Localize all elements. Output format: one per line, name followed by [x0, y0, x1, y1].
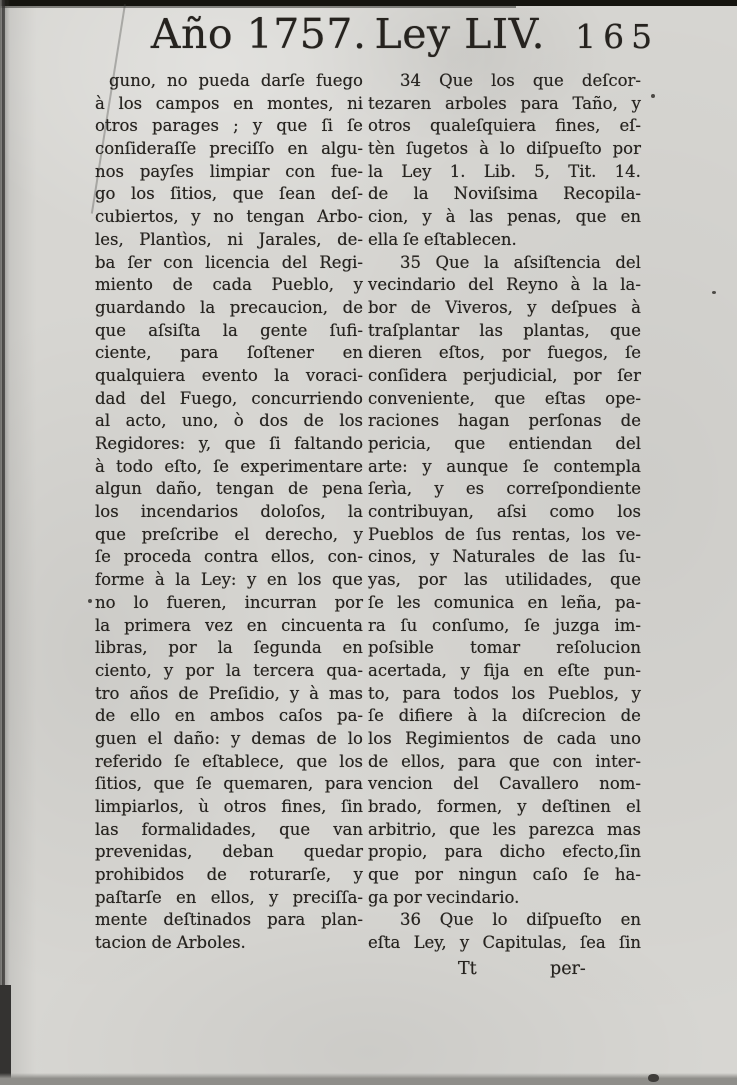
text-line: de la Noviſsima Recopila-: [368, 184, 641, 204]
text-line: ſe les comunica en leña, pa-: [368, 592, 641, 612]
text-line: to, para todos los Pueblos, y: [368, 683, 641, 703]
text-line: acertada, y fija en eſte pun-: [368, 660, 641, 680]
text-line: poſsible tomar reſolucion: [368, 638, 641, 658]
text-line: cubiertos, y no tengan Arbo-: [95, 207, 363, 227]
text-line: ſitios, que ſe quemaren, para: [95, 774, 363, 794]
text-line: 35 Que la aſsiſtencia del: [400, 252, 641, 272]
text-column-left: [95, 71, 363, 956]
text-line: conſidera perjudicial, por ſer: [368, 365, 641, 385]
text-line: algun daño, tengan de pena: [95, 479, 363, 499]
text-line: qualquiera evento la voraci-: [95, 365, 363, 385]
text-line: à los campos en montes, ni: [95, 93, 363, 113]
text-line: guen el daño: y demas de lo: [95, 728, 363, 748]
text-line: limpiarlos, ù otros fines, ſin: [95, 797, 363, 816]
scan-left-edge-line: [2, 0, 5, 1085]
text-line: à todo eſto, ſe experimentare: [95, 456, 363, 476]
text-line: ga por vecindario.: [368, 887, 520, 907]
text-line: guardando la precaucion, de: [95, 297, 363, 317]
text-line: brado, formen, y deſtinen el: [368, 797, 641, 816]
text-line: ciento, y por la tercera qua-: [95, 660, 363, 680]
text-line: pericia, que entiendan del: [368, 434, 641, 453]
text-line: de ello en ambos caſos pa-: [95, 706, 363, 726]
text-line: bor de Viveros, y deſpues à: [368, 297, 641, 317]
page-number: 165: [575, 17, 660, 56]
text-line: las formalidades, que van: [95, 819, 363, 839]
scan-bottom-edge: [0, 1073, 737, 1085]
ink-speck: [88, 599, 92, 603]
text-line: arbitrio, que les parezca mas: [368, 819, 641, 839]
text-line: al acto, uno, ò dos de los: [95, 411, 363, 431]
text-line: tèn ſugetos à lo diſpueſto por: [368, 139, 641, 159]
text-line: 34 Que los que deſcor-: [400, 71, 641, 90]
header-law-title: Ley LIV.: [374, 10, 546, 58]
text-line: los incendarios doloſos, la: [95, 502, 363, 522]
text-line: que preſcribe el derecho, y: [95, 524, 363, 544]
text-line: referido ſe eſtablece, que los: [95, 751, 363, 771]
text-line: ba ſer con licencia del Regi-: [95, 252, 363, 272]
ink-blot: [648, 1074, 659, 1082]
text-line: no lo fueren, incurran por: [95, 592, 363, 612]
text-line: Regidores: y, que ſi faltando: [95, 434, 363, 453]
text-line: Pueblos de ſus rentas, los ve-: [368, 524, 641, 544]
text-line: les, Plantìos, ni Jarales, de-: [95, 229, 363, 249]
text-line: otros qualeſquiera fines, eſ-: [368, 116, 641, 136]
signature-mark: Tt: [458, 959, 477, 979]
text-line: tezaren arboles para Taño, y: [368, 93, 641, 113]
text-line: conſideraſſe preciſſo en algu-: [95, 139, 363, 159]
header-year-title: Año 1757.: [150, 10, 367, 58]
text-line: tro años de Preſidio, y à mas: [95, 683, 363, 703]
scan-top-edge-shadow: [0, 6, 516, 8]
text-line: propio, para dicho efecto,ſin: [368, 842, 641, 862]
text-line: nos payſes limpiar con fue-: [95, 161, 363, 181]
text-line: prohibidos de roturarſe, y: [95, 865, 363, 885]
text-line: ſerìa, y es correſpondiente: [368, 479, 641, 499]
text-line: miento de cada Pueblo, y: [95, 275, 363, 295]
text-line: los Regimientos de cada uno: [368, 728, 641, 748]
text-line: 36 Que lo diſpueſto en: [400, 910, 641, 930]
catchword: per-: [550, 959, 586, 979]
ink-speck: [712, 291, 716, 294]
text-line: la primera vez en cincuenta: [95, 615, 363, 635]
text-line: libras, por la ſegunda en: [95, 638, 363, 658]
scan-left-bottom-edge: [0, 985, 11, 1085]
text-line: que aſsiſta la gente ſufi-: [95, 320, 363, 340]
text-line: go los ſitios, que ſean deſ-: [95, 184, 363, 204]
text-line: de ellos, para que con inter-: [368, 751, 641, 771]
text-line: prevenidas, deban quedar: [95, 842, 363, 862]
text-line: contribuyan, aſsi como los: [368, 502, 641, 522]
text-column-right: [368, 71, 641, 956]
text-line: ſe difiere à la diſcrecion de: [368, 706, 641, 726]
text-line: guno, no pueda darſe fuego: [109, 71, 363, 90]
text-line: arte: y aunque ſe contempla: [368, 456, 641, 476]
text-line: raciones hagan perſonas de: [368, 411, 641, 431]
text-line: conveniente, que eſtas ope-: [368, 388, 641, 408]
text-line: cion, y à las penas, que en: [368, 207, 641, 227]
text-line: ciente, para ſoſtener en: [95, 343, 363, 363]
text-line: eſta Ley, y Capitulas, ſea ſin: [368, 933, 641, 953]
text-line: traſplantar las plantas, que: [368, 320, 641, 340]
text-line: la Ley 1. Lib. 5, Tit. 14.: [368, 161, 641, 181]
text-line: mente deſtinados para plan-: [95, 910, 363, 930]
text-line: forme à la Ley: y en los que: [95, 570, 363, 590]
text-line: ra ſu conſumo, ſe juzga im-: [368, 615, 641, 635]
text-line: vecindario del Reyno à la la-: [368, 275, 641, 295]
text-line: dieren eſtos, por fuegos, ſe: [368, 343, 641, 363]
text-line: tacion de Arboles.: [95, 933, 246, 953]
page-footer: [368, 959, 641, 985]
ink-speck: [651, 94, 655, 98]
text-line: cinos, y Naturales de las ſu-: [368, 547, 641, 567]
text-line: otros parages ; y que ſi ſe: [95, 116, 363, 136]
text-line: ſe proceda contra ellos, con-: [95, 547, 363, 567]
text-line: vencion del Cavallero nom-: [368, 774, 641, 794]
text-line: yas, por las utilidades, que: [368, 570, 641, 590]
text-line: ella ſe eſtablecen.: [368, 229, 517, 249]
page-header: [150, 10, 660, 68]
text-line: que por ningun caſo ſe ha-: [368, 865, 641, 885]
text-line: paſtarſe en ellos, y preciſſa-: [95, 887, 363, 907]
text-line: dad del Fuego, concurriendo: [95, 388, 363, 408]
